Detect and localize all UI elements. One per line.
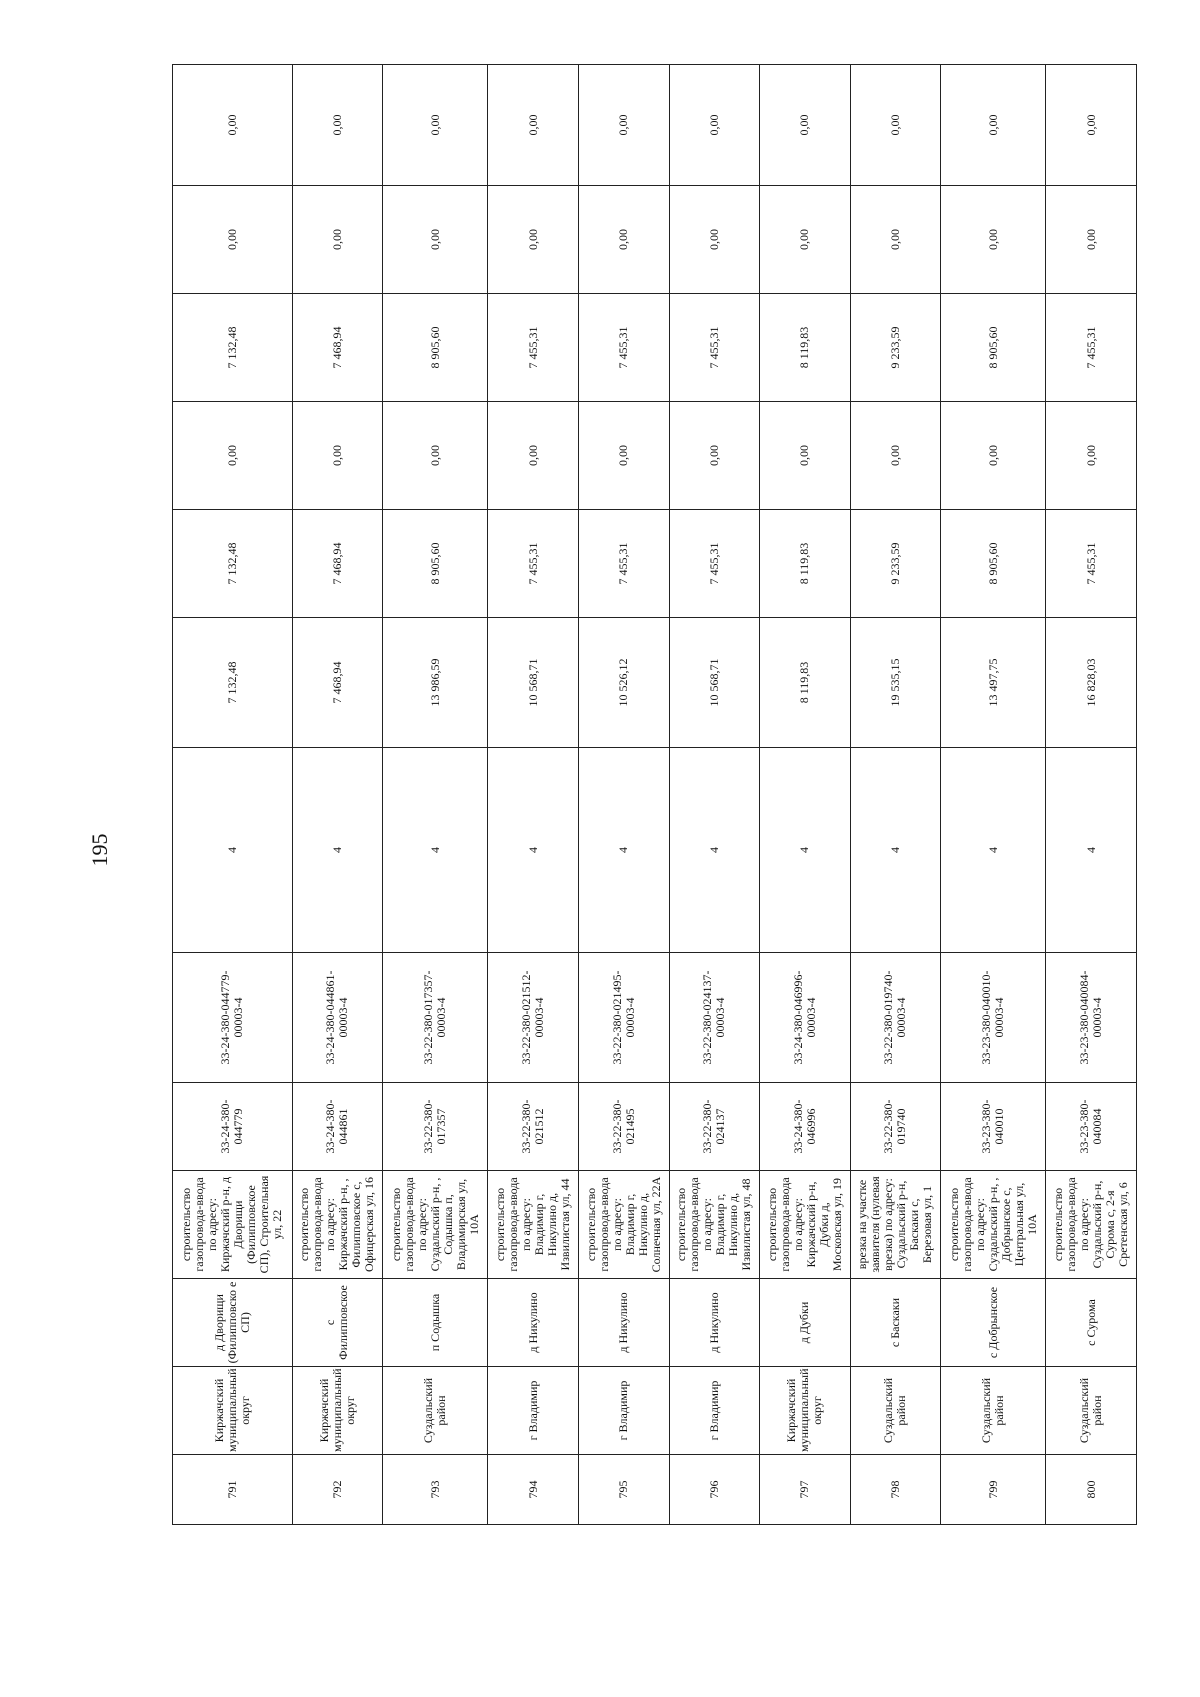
cost-zero-c-cell: 0,00 (941, 65, 1046, 186)
cost-zero-c-cell: 0,00 (850, 65, 941, 186)
work-description-cell: строительство газопровода-ввода по адресу: Владимир г, Никулино д, Извилистая ул, 48 (669, 1171, 760, 1279)
cost-approved-cell: 7 132,48 (173, 510, 293, 618)
cost-zero-c-cell: 0,00 (292, 65, 383, 186)
cost-final-cell: 7 468,94 (292, 294, 383, 402)
district-cell: Суздальский район (941, 1367, 1046, 1455)
cost-zero-c-cell: 0,00 (173, 65, 293, 186)
cost-total-cell: 16 828,03 (1046, 618, 1137, 748)
cost-zero-b-cell: 0,00 (488, 186, 579, 294)
settlement-cell: с Сурома (1046, 1279, 1137, 1367)
data-table (172, 64, 1137, 1525)
cost-final-cell: 8 905,60 (941, 294, 1046, 402)
category-cell: 4 (383, 748, 488, 953)
cadastral-number-cell: 33-22-380-021495 (578, 1083, 669, 1171)
cost-final-cell: 7 455,31 (488, 294, 579, 402)
category-cell: 4 (292, 748, 383, 953)
row-number-cell: 791 (173, 1455, 293, 1525)
application-id-cell: 33-22-380-021495-00003-4 (578, 953, 669, 1083)
cost-zero-a-cell: 0,00 (669, 402, 760, 510)
cadastral-number-cell: 33-24-380-046996 (760, 1083, 851, 1171)
cost-zero-b-cell: 0,00 (760, 186, 851, 294)
settlement-cell: д Дубки (760, 1279, 851, 1367)
table-row (173, 65, 293, 1525)
cost-zero-c-cell: 0,00 (488, 65, 579, 186)
cadastral-number-cell: 33-22-380-021512 (488, 1083, 579, 1171)
row-number-cell: 794 (488, 1455, 579, 1525)
cost-zero-b-cell: 0,00 (850, 186, 941, 294)
district-cell: г Владимир (578, 1367, 669, 1455)
page-number: 195 (87, 833, 112, 867)
cadastral-number-cell: 33-22-380-019740 (850, 1083, 941, 1171)
cost-total-cell: 10 526,12 (578, 618, 669, 748)
cost-final-cell: 7 455,31 (1046, 294, 1137, 402)
cost-approved-cell: 8 119,83 (760, 510, 851, 618)
settlement-cell: п Содышка (383, 1279, 488, 1367)
cost-zero-c-cell: 0,00 (383, 65, 488, 186)
cost-zero-b-cell: 0,00 (292, 186, 383, 294)
application-id-cell: 33-23-380-040084-00003-4 (1046, 953, 1137, 1083)
cost-zero-b-cell: 0,00 (173, 186, 293, 294)
table-row (941, 65, 1046, 1525)
category-cell: 4 (669, 748, 760, 953)
cost-total-cell: 8 119,83 (760, 618, 851, 748)
cost-zero-a-cell: 0,00 (173, 402, 293, 510)
cost-zero-c-cell: 0,00 (669, 65, 760, 186)
row-number-cell: 798 (850, 1455, 941, 1525)
cost-total-cell: 10 568,71 (669, 618, 760, 748)
cost-zero-c-cell: 0,00 (760, 65, 851, 186)
rotated-table-container (172, 65, 1137, 1525)
settlement-cell: с Филипповское (292, 1279, 383, 1367)
category-cell: 4 (850, 748, 941, 953)
application-id-cell: 33-22-380-024137-00003-4 (669, 953, 760, 1083)
cost-approved-cell: 9 233,59 (850, 510, 941, 618)
row-number-cell: 799 (941, 1455, 1046, 1525)
settlement-cell: с Добрынское (941, 1279, 1046, 1367)
row-number-cell: 796 (669, 1455, 760, 1525)
cost-zero-b-cell: 0,00 (669, 186, 760, 294)
settlement-cell: д Никулино (669, 1279, 760, 1367)
cadastral-number-cell: 33-22-380-017357 (383, 1083, 488, 1171)
settlement-cell: д Никулино (578, 1279, 669, 1367)
cost-approved-cell: 8 905,60 (941, 510, 1046, 618)
category-cell: 4 (578, 748, 669, 953)
table-row (669, 65, 760, 1525)
table-row (578, 65, 669, 1525)
row-number-cell: 793 (383, 1455, 488, 1525)
district-cell: Киржачский муниципальный округ (760, 1367, 851, 1455)
application-id-cell: 33-24-380-046996-00003-4 (760, 953, 851, 1083)
cost-total-cell: 10 568,71 (488, 618, 579, 748)
cost-final-cell: 7 455,31 (669, 294, 760, 402)
category-cell: 4 (488, 748, 579, 953)
cost-zero-a-cell: 0,00 (1046, 402, 1137, 510)
settlement-cell: с Баскаки (850, 1279, 941, 1367)
settlement-cell: д Никулино (488, 1279, 579, 1367)
cost-approved-cell: 7 468,94 (292, 510, 383, 618)
cost-final-cell: 9 233,59 (850, 294, 941, 402)
district-cell: Суздальский район (850, 1367, 941, 1455)
cost-zero-c-cell: 0,00 (578, 65, 669, 186)
application-id-cell: 33-22-380-017357-00003-4 (383, 953, 488, 1083)
category-cell: 4 (760, 748, 851, 953)
district-cell: г Владимир (488, 1367, 579, 1455)
cost-zero-a-cell: 0,00 (850, 402, 941, 510)
cost-approved-cell: 7 455,31 (1046, 510, 1137, 618)
table-row (760, 65, 851, 1525)
work-description-cell: строительство газопровода-ввода по адресу: Киржачский р-н, , Филипповское с, Офицерская ул, 16 (292, 1171, 383, 1279)
cost-zero-b-cell: 0,00 (1046, 186, 1137, 294)
cost-zero-a-cell: 0,00 (578, 402, 669, 510)
cadastral-number-cell: 33-23-380-040084 (1046, 1083, 1137, 1171)
cost-zero-b-cell: 0,00 (578, 186, 669, 294)
cost-zero-c-cell: 0,00 (1046, 65, 1137, 186)
cost-approved-cell: 7 455,31 (488, 510, 579, 618)
cadastral-number-cell: 33-24-380-044861 (292, 1083, 383, 1171)
district-cell: Суздальский район (383, 1367, 488, 1455)
cadastral-number-cell: 33-24-380-044779 (173, 1083, 293, 1171)
category-cell: 4 (941, 748, 1046, 953)
work-description-cell: строительство газопровода-ввода по адресу: Владимир г, Никулино д, Извилистая ул, 44 (488, 1171, 579, 1279)
table-row (488, 65, 579, 1525)
cadastral-number-cell: 33-22-380-024137 (669, 1083, 760, 1171)
cost-approved-cell: 7 455,31 (578, 510, 669, 618)
cadastral-number-cell: 33-23-380-040010 (941, 1083, 1046, 1171)
table-row (292, 65, 383, 1525)
work-description-cell: строительство газопровода-ввода по адресу: Суздальский р-н, Сурома с, 2-я Сретенская ул, 6 (1046, 1171, 1137, 1279)
cost-total-cell: 19 535,15 (850, 618, 941, 748)
table-row (1046, 65, 1137, 1525)
category-cell: 4 (173, 748, 293, 953)
cost-total-cell: 13 986,59 (383, 618, 488, 748)
cost-zero-a-cell: 0,00 (383, 402, 488, 510)
application-id-cell: 33-22-380-019740-00003-4 (850, 953, 941, 1083)
district-cell: Киржачский муниципальный округ (292, 1367, 383, 1455)
application-id-cell: 33-24-380-044779-00003-4 (173, 953, 293, 1083)
work-description-cell: врезка на участке заявителя (нулевая врезка) по адресу: Суздальский р-н, Баскаки с, Березовая ул, 1 (850, 1171, 941, 1279)
cost-zero-a-cell: 0,00 (292, 402, 383, 510)
district-cell: г Владимир (669, 1367, 760, 1455)
application-id-cell: 33-23-380-040010-00003-4 (941, 953, 1046, 1083)
work-description-cell: строительство газопровода-ввода по адресу: Киржачский р-н, д Дворищи (Филипповское СП), Строительная ул, 22 (173, 1171, 293, 1279)
table-row (850, 65, 941, 1525)
cost-approved-cell: 8 905,60 (383, 510, 488, 618)
district-cell: Киржачский муниципальный округ (173, 1367, 293, 1455)
cost-zero-a-cell: 0,00 (488, 402, 579, 510)
application-id-cell: 33-22-380-021512-00003-4 (488, 953, 579, 1083)
row-number-cell: 797 (760, 1455, 851, 1525)
cost-final-cell: 8 119,83 (760, 294, 851, 402)
district-cell: Суздальский район (1046, 1367, 1137, 1455)
cost-zero-a-cell: 0,00 (760, 402, 851, 510)
cost-final-cell: 7 455,31 (578, 294, 669, 402)
cost-final-cell: 7 132,48 (173, 294, 293, 402)
row-number-cell: 792 (292, 1455, 383, 1525)
table-body (173, 65, 1137, 1525)
cost-zero-b-cell: 0,00 (941, 186, 1046, 294)
cost-zero-a-cell: 0,00 (941, 402, 1046, 510)
row-number-cell: 800 (1046, 1455, 1137, 1525)
work-description-cell: строительство газопровода-ввода по адресу: Киржачский р-н, Дубки д, Московская ул, 19 (760, 1171, 851, 1279)
cost-total-cell: 13 497,75 (941, 618, 1046, 748)
cost-zero-b-cell: 0,00 (383, 186, 488, 294)
work-description-cell: строительство газопровода-ввода по адресу: Владимир г, Никулино д, Солнечная ул, 22А (578, 1171, 669, 1279)
settlement-cell: д Дворищи (Филипповско е СП) (173, 1279, 293, 1367)
table-row (383, 65, 488, 1525)
work-description-cell: строительство газопровода-ввода по адресу: Суздальский р-н, , Добрынское с, Центральная ул, 10А (941, 1171, 1046, 1279)
row-number-cell: 795 (578, 1455, 669, 1525)
cost-total-cell: 7 132,48 (173, 618, 293, 748)
cost-approved-cell: 7 455,31 (669, 510, 760, 618)
category-cell: 4 (1046, 748, 1137, 953)
application-id-cell: 33-24-380-044861-00003-4 (292, 953, 383, 1083)
cost-final-cell: 8 905,60 (383, 294, 488, 402)
work-description-cell: строительство газопровода-ввода по адресу: Суздальский р-н, , Содышка п, Владимирская ул, 10А (383, 1171, 488, 1279)
cost-total-cell: 7 468,94 (292, 618, 383, 748)
